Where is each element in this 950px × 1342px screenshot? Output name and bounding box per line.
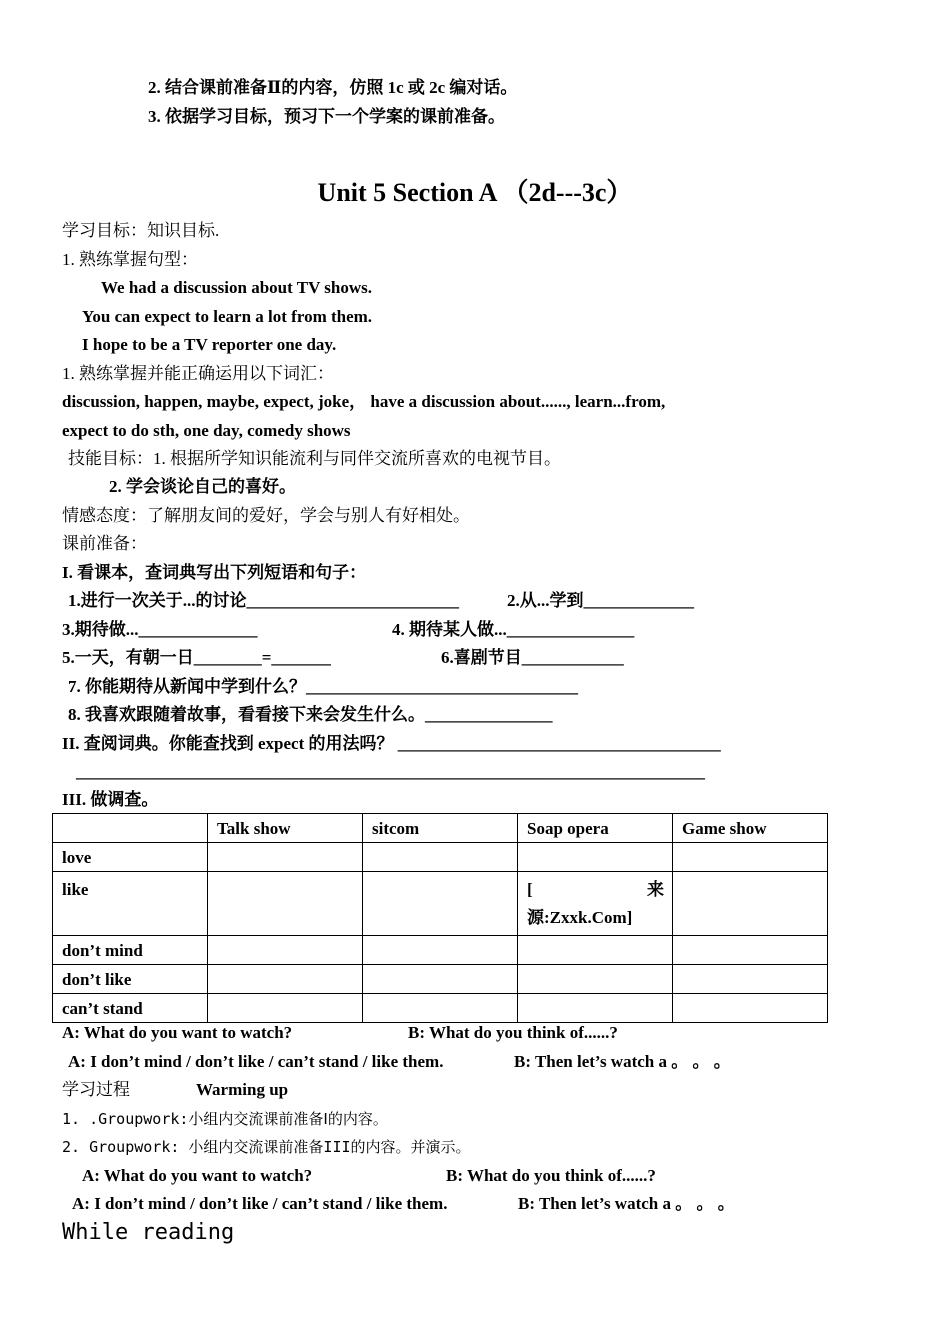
table-header-row	[53, 814, 828, 843]
table-cell	[363, 843, 518, 872]
prep-part-3: III. 做调查。	[62, 790, 159, 809]
table-cell	[363, 994, 518, 1023]
row-label: like	[53, 872, 208, 936]
key-sentence: I hope to be a TV reporter one day.	[82, 335, 337, 354]
table-cell	[208, 843, 363, 872]
table-row	[53, 843, 828, 872]
table-cell	[673, 843, 828, 872]
prep-question-4: 4. 期待某人做..._______________	[392, 620, 635, 639]
key-sentence: We had a discussion about TV shows.	[101, 278, 373, 297]
row-label: can’t stand	[53, 994, 208, 1023]
prep-part-1: I. 看课本，查词典写出下列短语和句子：	[62, 563, 367, 582]
row-label: don’t mind	[53, 936, 208, 965]
table-row	[53, 872, 828, 936]
row-label: don’t like	[53, 965, 208, 994]
table-cell	[208, 936, 363, 965]
table-cell	[518, 936, 673, 965]
prep-question-2: 2.从...学到_____________	[507, 591, 694, 610]
knowledge-objective-heading: 学习目标：知识目标.	[62, 221, 220, 240]
dialog-b-answer: B: Then let’s watch a 。 。 。	[518, 1194, 735, 1213]
table-row	[53, 994, 828, 1023]
objective-item-vocab: 1. 熟练掌握并能正确运用以下词汇：	[62, 364, 334, 383]
table-cell	[363, 872, 518, 936]
prep-question-8: 8. 我喜欢跟随着故事，看看接下来会发生什么。_______________	[68, 705, 553, 724]
table-cell	[518, 843, 673, 872]
dialog-a-question: A: What do you want to watch?	[82, 1166, 313, 1185]
prep-heading: 课前准备：	[62, 534, 147, 553]
table-header-cell	[53, 814, 208, 843]
source-note-text: 源:Zxxk.Com]	[527, 908, 633, 927]
groupwork-1: 1. .Groupwork:小组内交流课前准备Ⅰ的内容。	[62, 1110, 388, 1128]
dialog-a-answer: A: I don’t mind / don’t like / can’t stand / like them.	[72, 1194, 448, 1213]
table-row	[53, 965, 828, 994]
table-cell	[673, 936, 828, 965]
prep-question-5: 5.一天，有朝一日________=_______	[62, 648, 331, 667]
dialog-b-question: B: What do you think of......?	[446, 1166, 656, 1185]
table-cell	[363, 965, 518, 994]
table-header-cell: sitcom	[363, 814, 518, 843]
dialog-b-question: B: What do you think of......?	[408, 1023, 618, 1042]
prep-question-7: 7. 你能期待从新闻中学到什么？________________________________	[68, 677, 578, 696]
table-cell	[208, 872, 363, 936]
table-cell	[673, 994, 828, 1023]
key-sentence: You can expect to learn a lot from them.	[82, 307, 373, 326]
vocab-list: discussion, happen, maybe, expect, joke， have a discussion about......, learn...from,	[62, 392, 666, 411]
prep-part-2: II. 查阅词典。你能查找到 expect 的用法吗？ ______________________________________	[62, 734, 721, 753]
table-row	[53, 936, 828, 965]
source-note-char: 来	[647, 880, 664, 899]
row-label: love	[53, 843, 208, 872]
groupwork-2: 2. Groupwork: 小组内交流课前准备III的内容。并演示。	[62, 1138, 471, 1156]
dialog-a-answer: A: I don’t mind / don’t like / can’t stand / like them.	[68, 1052, 444, 1071]
prep-question-3: 3.期待做...______________	[62, 620, 258, 639]
table-header-cell: Talk show	[208, 814, 363, 843]
page-title: Unit 5 Section A （2d---3c）	[317, 178, 633, 207]
table-cell	[518, 994, 673, 1023]
prep-question-1: 1.进行一次关于...的讨论_________________________	[68, 591, 459, 610]
table-cell	[673, 965, 828, 994]
answer-line: __________________________________________________________________________	[76, 762, 705, 781]
vocab-list: expect to do sth, one day, comedy shows	[62, 421, 351, 440]
survey-table	[52, 813, 828, 1023]
objective-item-sentences: 1. 熟练掌握句型：	[62, 250, 198, 269]
skill-objective-1: 技能目标：1. 根据所学知识能流利与同伴交流所喜欢的电视节目。	[68, 449, 561, 468]
dialog-a-question: A: What do you want to watch?	[62, 1023, 293, 1042]
table-cell	[673, 872, 828, 936]
table-header-cell: Soap opera	[518, 814, 673, 843]
source-note-cell	[518, 872, 673, 936]
table-cell	[208, 994, 363, 1023]
emotion-objective: 情感态度：了解朋友间的爱好，学会与别人有好相处。	[62, 506, 470, 525]
table-cell	[363, 936, 518, 965]
source-note-bracket: [	[527, 880, 533, 899]
process-heading: 学习过程	[62, 1080, 130, 1099]
dialog-b-answer: B: Then let’s watch a 。 。 。	[514, 1052, 731, 1071]
prep-question-6: 6.喜剧节目____________	[441, 648, 624, 667]
table-cell	[518, 965, 673, 994]
warming-up-heading: Warming up	[196, 1080, 289, 1099]
instruction-2: 2. 结合课前准备Ⅱ的内容，仿照 1c 或 2c 编对话。	[148, 78, 518, 97]
while-reading-heading: While reading	[62, 1220, 235, 1245]
instruction-3: 3. 依据学习目标，预习下一个学案的课前准备。	[148, 107, 505, 126]
skill-objective-2: 2. 学会谈论自己的喜好。	[109, 477, 296, 496]
table-cell	[208, 965, 363, 994]
table-header-cell: Game show	[673, 814, 828, 843]
